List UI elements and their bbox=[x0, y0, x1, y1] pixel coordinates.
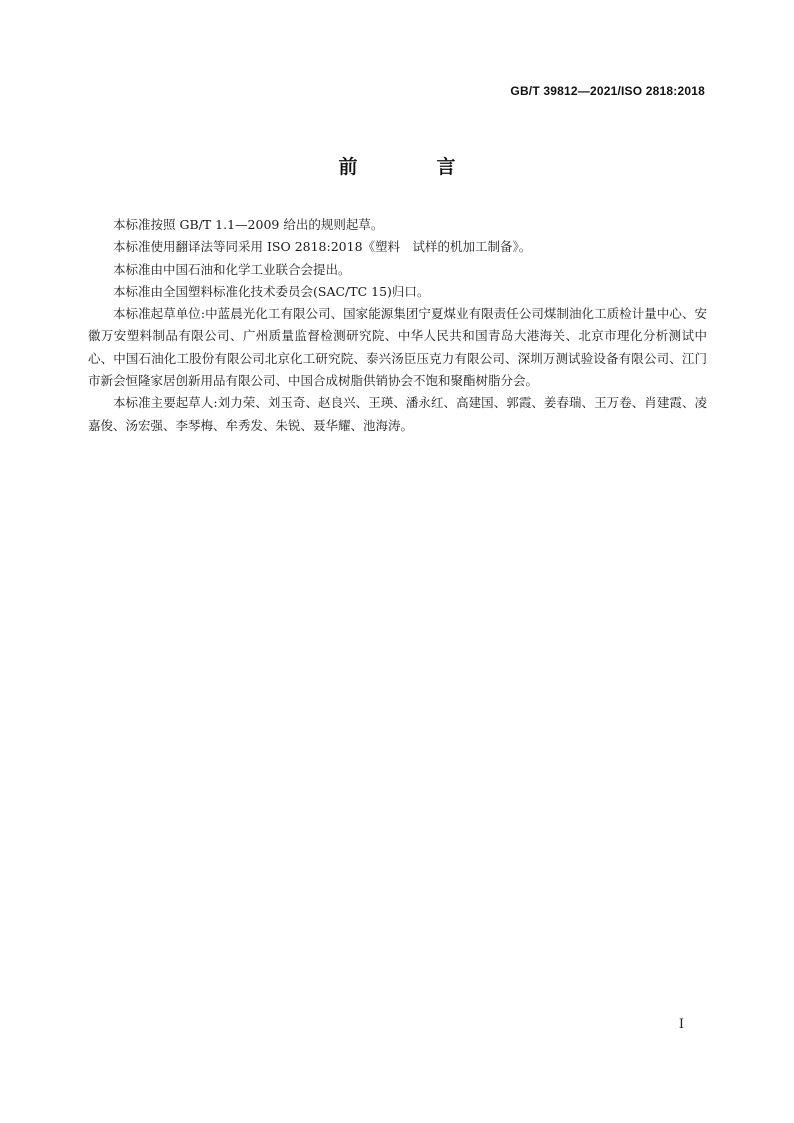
paragraph-drafting-units: 本标准起草单位:中蓝晨光化工有限公司、国家能源集团宁夏煤业有限责任公司煤制油化工质检计量中心、安徽万安塑料制品有限公司、广州质量监督检测研究院、中华人民共和国青岛大港海关、北京市理化分析测试中心、中国石油化工股份有限公司北京化工研究院、泰兴汤臣压克力有限公司、深圳万测试验设备有限公司、江门市新会恒隆家居创新用品有限公司、中国合成树脂供销协会不饱和聚酯树脂分会。 bbox=[88, 306, 707, 389]
page-title: 前 言 bbox=[338, 156, 486, 178]
paragraph-drafting-rules: 本标准按照 GB/T 1.1—2009 给出的规则起草。 bbox=[113, 217, 384, 232]
paragraph-adoption: 本标准使用翻译法等同采用 ISO 2818:2018《塑料 试样的机加工制备》。 bbox=[113, 239, 532, 255]
paragraph-committee: 本标准由全国塑料标准化技术委员会(SAC/TC 15)归口。 bbox=[113, 283, 430, 299]
standard-code: GB/T 39812—2021/ISO 2818:2018 bbox=[510, 84, 705, 98]
page-number: I bbox=[678, 1017, 684, 1032]
paragraph-drafters: 本标准主要起草人:刘力荣、刘玉奇、赵良兴、王瑛、潘永红、高建国、郭霞、姜春瑞、王万卷、肖建霞、凌嘉俊、汤宏强、李琴梅、牟秀发、朱锐、聂华耀、池海涛。 bbox=[88, 395, 707, 433]
foreword-body bbox=[88, 214, 707, 437]
paragraph-proposer: 本标准由中国石油和化学工业联合会提出。 bbox=[113, 261, 351, 277]
